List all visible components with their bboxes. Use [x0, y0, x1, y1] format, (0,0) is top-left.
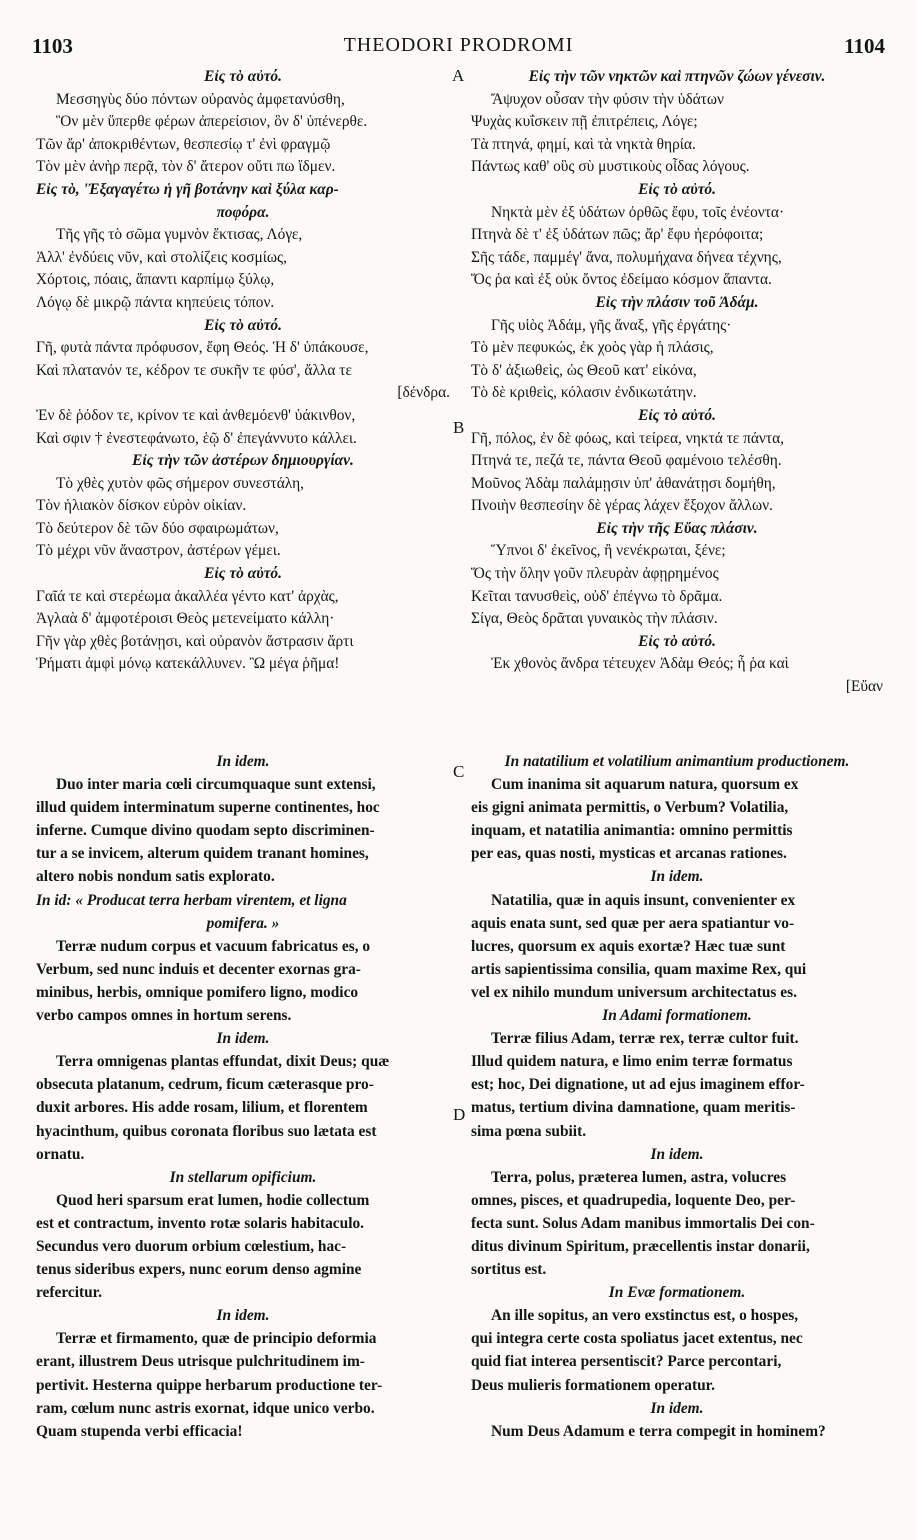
section-heading: Εἰς τὸ αὐτό. — [204, 316, 282, 334]
text-line: fecta sunt. Solus Adam manibus immortalis Dei con- — [471, 1214, 815, 1232]
text-line: refercitur. — [36, 1284, 102, 1302]
text-line: Πνοιὴν θεσπεσίην δὲ γέρας λάχεν ἔξοχον ἄλλων. — [471, 497, 773, 515]
text-line: artis sapientissima consilia, quam maxime Rex, qui — [471, 960, 807, 978]
section-heading: In idem. — [216, 1307, 270, 1325]
text-line: Terræ filius Adam, terræ rex, terræ cultor fuit. — [491, 1030, 799, 1048]
text-line: altero nobis nondum satis explorato. — [36, 868, 275, 886]
text-line: Τὸ δὲ κριθεὶς, κόλασιν ἐνδικωτάτην. — [471, 384, 697, 402]
text-line: In id: « Producat terra herbam virentem, et ligna — [36, 891, 347, 909]
text-line: [Εὔαν — [845, 678, 883, 696]
section-heading: In idem. — [216, 1030, 270, 1048]
section-heading: Εἰς τὴν τῶν ἀστέρων δημιουργίαν. — [132, 452, 354, 470]
section-heading: In Evæ formationem. — [608, 1284, 746, 1302]
section-heading: In idem. — [650, 1399, 704, 1417]
text-line: Σίγα, Θεὸς δρᾶται γυναικὸς τὴν πλάσιν. — [471, 610, 718, 628]
text-line: Καὶ σφιν † ἐνεστεφάνωτο, ἑῷ δ' ἐπεγάννυτο κάλλει. — [36, 429, 357, 447]
text-line: verbo campos omnes in hortum serens. — [36, 1007, 292, 1025]
text-line: [δένδρα. — [397, 384, 450, 402]
text-line: qui integra certe costa spoliatus jacet extentus, nec — [471, 1330, 803, 1348]
text-line: Ὃν μὲν ὕπερθε φέρων ἀπερείσιον, ὃν δ' ὑπένερθε. — [56, 113, 368, 131]
text-line: Terra, polus, præterea lumen, astra, volucres — [491, 1168, 787, 1186]
text-line: Καὶ πλατανόν τε, κέδρον τε συκῆν τε φύσ', ἄλλα τε — [36, 361, 352, 379]
text-line: Εἰς τὸ, 'Ἐξαγαγέτω ἡ γῆ βοτάνην καὶ ξύλα καρ- — [36, 180, 339, 198]
text-line: Natatilia, quæ in aquis insunt, convenienter ex — [491, 891, 796, 909]
text-line: Τῶν ἄρ' ἀποκριθέντων, θεσπεσίῳ τ' ἐνὶ φραγμῷ — [36, 135, 331, 153]
text-line: Νηκτὰ μὲν ἐξ ὑδάτων ὀρθῶς ἔφυ, τοῖς ἐνέοντα· — [491, 203, 785, 221]
greek-text-left — [36, 66, 450, 676]
latin-text-left — [36, 750, 450, 1443]
text-line: ornatu. — [36, 1145, 85, 1163]
text-line: sima pœna subiit. — [471, 1122, 587, 1140]
text-line: per eas, quas nosti, mysticas et arcanas rationes. — [471, 845, 787, 863]
latin-text-right — [471, 750, 883, 1443]
left-page-number: 1103 — [32, 34, 73, 58]
text-line: Ὕπνοι δ' ἐκεῖνος, ἢ νενέκρωται, ξένε; — [491, 542, 726, 560]
section-heading: Εἰς τὸ αὐτό. — [638, 180, 716, 198]
text-line: Quam stupenda verbi efficacia! — [36, 1422, 243, 1440]
text-line: Ἐκ χθονὸς ἄνδρα τέτευχεν Ἀδὰμ Θεός; ἦ ῥα καὶ — [491, 655, 789, 673]
text-line: tur a se invicem, alterum quidem tranant homines, — [36, 845, 369, 863]
section-heading: In idem. — [650, 1145, 704, 1163]
text-line: Ἀλλ' ἐνδύεις νῦν, καὶ στολίζεις κοσμίως, — [36, 248, 287, 266]
section-heading: Εἰς τὴν πλάσιν τοῦ Ἀδάμ. — [595, 293, 759, 311]
text-line: Τὸ δεύτερον δὲ τῶν δύο σφαιρωμάτων, — [36, 519, 279, 537]
text-line: quid fiat interea persentiscit? Parce percontari, — [471, 1353, 782, 1371]
text-line: hyacinthum, quibus coronata floribus suo lætata est — [36, 1122, 377, 1140]
text-line: Num Deus Adamum e terra compegit in hominem? — [491, 1422, 826, 1440]
text-line: Duo inter maria cœli circumquaque sunt extensi, — [56, 776, 376, 794]
margin-letter-b: B — [453, 418, 465, 437]
text-line: Ἐν δὲ ῥόδον τε, κρίνον τε καὶ ἀνθεμόενθ' ὑάκινθον, — [36, 406, 356, 424]
section-heading: Εἰς τὸ αὐτό. — [204, 68, 282, 85]
text-line: An ille sopitus, an vero exstinctus est, o hospes, — [491, 1307, 799, 1325]
greek-text-right — [471, 66, 883, 699]
section-heading: Εἰς τὸ αὐτό. — [204, 565, 282, 583]
text-line: Τὸ δ' ἀξιωθεὶς, ὡς Θεοῦ κατ' εἰκόνα, — [471, 361, 697, 379]
text-line: est et contractum, invento rotæ solaris habitaculo. — [36, 1214, 365, 1232]
text-line: erant, illustrem Deus utrisque pulchritudinem im- — [36, 1353, 365, 1371]
text-line: minibus, herbis, omnique pomifero ligno, modico — [36, 983, 359, 1001]
text-line: Ψυχὰς κυΐσκειν πῇ ἐπιτρέπεις, Λόγε; — [471, 113, 698, 131]
text-line: Κεῖται τανυσθεὶς, οὐδ' ἐπέγνω τὸ δρᾶμα. — [471, 587, 723, 605]
text-line: Terra omnigenas plantas effundat, dixit Deus; quæ — [56, 1053, 390, 1071]
page-header — [30, 34, 887, 64]
text-line: Τὸν ἡλιακὸν δίσκον εὑρὸν οἰκίαν. — [36, 497, 247, 515]
text-line: illud quidem interminatum superne continentes, hoc — [36, 799, 380, 817]
text-line: Secundus vero duorum orbium cœlestium, hac- — [36, 1237, 347, 1255]
text-line: omnes, pisces, et quadrupedia, loquente Deo, per- — [471, 1191, 796, 1209]
text-line: Μοῦνος Ἀδὰμ παλάμῃσιν ὑπ' ἀθανάτῃσι δομήθη, — [471, 474, 776, 492]
text-line: Γῆν γὰρ χθὲς βοτάνῃσι, καὶ οὐρανὸν ἄστρασιν ἄρτι — [36, 632, 354, 650]
text-line: est; hoc, Dei dignatione, ut ad ejus imaginem effor- — [471, 1076, 805, 1094]
text-line: aquis enata sunt, sed quæ per aera spatiantur vo- — [471, 914, 795, 932]
section-heading: Εἰς τὴν τῶν νηκτῶν καὶ πτηνῶν ζώων γένεσιν. — [528, 68, 826, 85]
text-line: Πτηνά τε, πεζά τε, πάντα Θεοῦ φαμένοιο τελέσθη. — [471, 452, 782, 470]
text-line: Ὅς ῥα καὶ ἐξ οὐκ ὄντος ἐδείμαο κόσμον ἅπαντα. — [471, 271, 772, 289]
text-line: ram, cœlum nunc astris exornat, idque unico verbo. — [36, 1399, 375, 1417]
text-line: pomifera. » — [206, 914, 280, 932]
text-line: Τὸν μὲν ἀνὴρ περᾷ, τὸν δ' ἄτερον οὔτι πω ἴδμεν. — [36, 158, 336, 176]
text-line: obsecuta platanum, cedrum, ficum cæterasque pro- — [36, 1076, 374, 1094]
text-line: inferne. Cumque divino quodam septo discriminen- — [36, 822, 375, 840]
text-line: Χόρτοις, πόαις, ἅπαντι καρπίμῳ ξύλῳ, — [36, 271, 275, 289]
text-line: Γαῖά τε καὶ στερέωμα ἀκαλλέα γέντο κατ' ἀρχὰς, — [36, 587, 339, 605]
text-line: Τὸ μέχρι νῦν ἄναστρον, ἀστέρων γέμει. — [36, 542, 281, 560]
text-line: Ὅς τὴν ὅλην γοῦν πλευρὰν ἀφῃρημένος — [471, 565, 719, 583]
text-line: eis gigni animata permittis, o Verbum? Volatilia, — [471, 799, 789, 817]
text-line: Ῥήματι ἀμφὶ μόνῳ κατεκάλλυνεν. Ὢ μέγα ῥῆμα! — [36, 655, 340, 673]
running-title: THEODORI PRODROMI — [343, 34, 574, 56]
margin-letter-d: D — [453, 1105, 466, 1124]
text-line: tenus sideribus expers, nunc eorum denso agmine — [36, 1261, 362, 1279]
section-heading: Εἰς τὸ αὐτό. — [638, 632, 716, 650]
text-line: Illud quidem natura, e limo enim terræ formatus — [471, 1053, 793, 1071]
text-line: Ἀγλαὰ δ' ἀμφοτέροισι Θεὸς μετενείματο κάλλη· — [36, 610, 335, 628]
text-line: Μεσσηγὺς δύο πόντων οὐρανὸς ἀμφετανύσθη, — [56, 90, 345, 108]
text-line: ποφόρα. — [216, 203, 270, 221]
margin-letter-c: C — [453, 762, 465, 781]
section-heading: In natatilium et volatilium animantium productionem. — [504, 753, 850, 770]
text-line: Τὸ χθὲς χυτὸν φῶς σήμερον συνεστάλη, — [56, 474, 304, 492]
text-line: Πάντως καθ' οὓς σὺ μυστικοὺς οἶδας λόγους. — [471, 158, 750, 176]
text-line: Γῆ, πόλος, ἐν δὲ φόως, καὶ τείρεα, νηκτά τε πάντα, — [471, 429, 784, 447]
text-line: inquam, et natatilia animantia: omnino permittis — [471, 822, 793, 840]
text-line: Σῆς τάδε, παμμέγ' ἄνα, πολυμήχανα δήνεα τέχνης, — [471, 248, 782, 266]
text-line: lucres, quorsum ex aquis exortæ? Hæc tuæ sunt — [471, 937, 786, 955]
section-heading: Εἰς τὴν τῆς Εὔας πλάσιν. — [596, 519, 758, 537]
text-line: Terræ nudum corpus et vacuum fabricatus es, o — [56, 937, 371, 955]
text-line: pertivit. Hesterna quippe herbarum productione ter- — [36, 1376, 383, 1394]
section-heading: Εἰς τὸ αὐτό. — [638, 406, 716, 424]
text-line: Γῆ, φυτὰ πάντα πρόφυσον, ἔφη Θεός. Ἡ δ' ὑπάκουσε, — [36, 339, 369, 357]
section-heading: In idem. — [216, 753, 270, 770]
text-line: Τῆς γῆς τὸ σῶμα γυμνὸν ἔκτισας, Λόγε, — [56, 226, 303, 244]
section-heading: In idem. — [650, 868, 704, 886]
text-line: vel ex nihilo mundum universum architectatus es. — [471, 983, 797, 1001]
text-line: Λόγῳ δὲ μικρῷ πάντα κηπεύεις τόπον. — [36, 293, 275, 311]
text-line: matus, tertium divina damnatione, quam meritis- — [471, 1099, 796, 1117]
right-page-number: 1104 — [844, 34, 885, 58]
text-line: sortitus est. — [471, 1261, 547, 1279]
section-heading: In stellarum opificium. — [169, 1168, 317, 1186]
text-line: ditus divinum Spiritum, præcellentis instar donarii, — [471, 1237, 810, 1255]
text-line: Ἄψυχον οὖσαν τὴν φύσιν τὴν ὑδάτων — [491, 90, 724, 108]
text-line: Terræ et firmamento, quæ de principio deformia — [56, 1330, 377, 1348]
margin-letter-a: A — [452, 66, 465, 85]
text-line: Verbum, sed nunc induis et decenter exornas gra- — [36, 960, 361, 978]
text-line: Quod heri sparsum erat lumen, hodie collectum — [56, 1191, 370, 1209]
text-line: Πτηνὰ δὲ τ' ἐξ ὑδάτων πῶς; ἄρ' ἔφυ ἠερόφοιτα; — [471, 226, 764, 244]
text-line: Τὸ μὲν πεφυκώς, ἐκ χοὸς γὰρ ἡ πλάσις, — [471, 339, 714, 357]
text-line: Γῆς υἱὸς Ἀδάμ, γῆς ἄναξ, γῆς ἐργάτης· — [491, 316, 732, 334]
text-line: duxit arbores. His adde rosam, lilium, et florentem — [36, 1099, 368, 1117]
text-line: Τὰ πτηνά, φημί, καὶ τὰ νηκτὰ θηρία. — [471, 135, 696, 153]
section-heading: In Adami formationem. — [602, 1007, 752, 1025]
text-line: Cum inanima sit aquarum natura, quorsum ex — [491, 776, 799, 794]
text-line: Deus mulieris formationem operatur. — [471, 1376, 715, 1394]
